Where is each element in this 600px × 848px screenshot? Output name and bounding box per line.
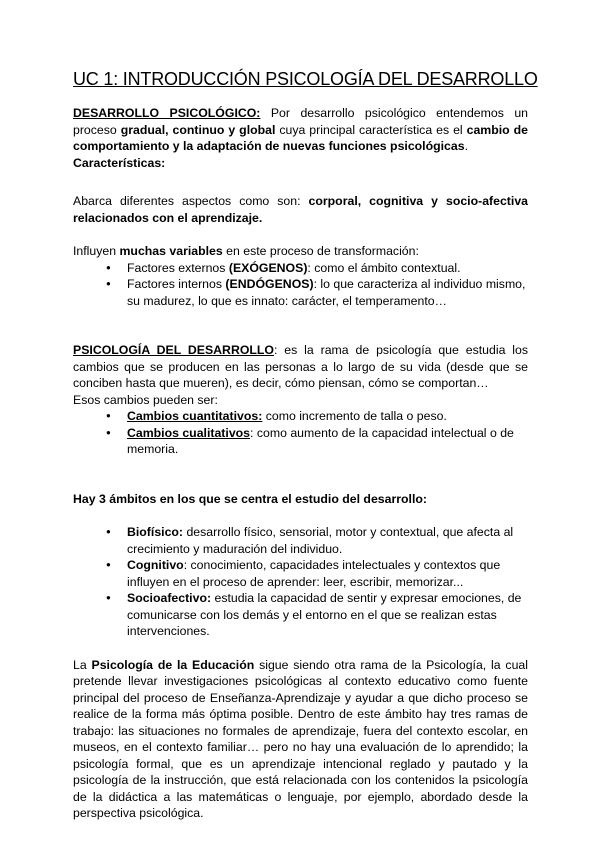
variables-paragraph: Influyen muchas variables en este proceso de transformación: xyxy=(73,244,419,258)
list-item: ● Cambios cualitativos: como aumento de la capacidad intelectual o de memoria. xyxy=(127,425,528,458)
aspectos-paragraph: Abarca diferentes aspectos como son: corporal, cognitiva y socio-afectiva relacionados con el aprendizaje. xyxy=(73,194,528,225)
cambios-list xyxy=(73,408,528,458)
list-item: ● Factores externos (EXÓGENOS): como el ámbito contextual. xyxy=(127,260,528,277)
document-page xyxy=(73,68,538,822)
psicologia-desarrollo-paragraph: PSICOLOGÍA DEL DESARROLLO: es la rama de psicología que estudia los cambios que se producen en las personas a lo largo de su vida (desde que se conciben hasta que mueren), es decir, cómo piensan, cómo se comportan… xyxy=(73,343,529,390)
desarrollo-psicologico-term: DESARROLLO PSICOLÓGICO: xyxy=(73,106,261,120)
psicologia-educacion-paragraph: La Psicología de la Educación sigue siendo otra rama de la Psicología, la cual pretende llevar investigaciones psicológicas al contexto educativo como fuente principal del proceso de Enseñanza-Aprendizaje y ayudar a que dicho proceso se realice de la forma más óptima posible. Dentro de este ámbito hay tres ramas de trabajo: las situaciones no formales de aprendizaje, fuera del contexto escolar, en museos, en el contexto familiar… pero no hay una evaluación de lo aprendido; la psicología formal, que es un aprendizaje intencional reglado y pautado y la psicología de la instrucción, que está relacionada con los contenidos la psicología de la didáctica a las matemáticas o lenguaje, por ejemplo, abordado desde la perspectiva psicológica. xyxy=(73,657,528,820)
list-item: ● Biofísico: desarrollo físico, sensorial, motor y contextual, que afecta al crecimiento y maduración del individuo. xyxy=(127,524,528,557)
cambios-intro: Esos cambios pueden ser: xyxy=(73,392,218,407)
ambitos-heading: Hay 3 ámbitos en los que se centra el estudio del desarrollo: xyxy=(73,491,427,506)
list-item: ● Cambios cuantitativos: como incremento de talla o peso. xyxy=(127,408,528,425)
desarrollo-psicologico-paragraph: DESARROLLO PSICOLÓGICO: Por desarrollo psicológico entendemos un proceso gradual, continuo y global cuya principal característica es el cambio de comportamiento y la adaptación de nuevas funciones psicológicas. xyxy=(73,106,528,153)
psicologia-desarrollo-term: PSICOLOGÍA DEL DESARROLLO xyxy=(73,343,274,357)
ambitos-list xyxy=(73,524,528,640)
list-item: ● Socioafectivo: estudia la capacidad de sentir y expresar emociones, de comunicarse con los demás y el entorno en el que se realizan estas intervenciones. xyxy=(127,590,528,640)
list-item: ● Factores internos (ENDÓGENOS): lo que caracteriza al individuo mismo, su madurez, lo que es innato: carácter, el temperamento… xyxy=(127,276,528,309)
factors-list xyxy=(73,260,528,310)
list-item: ● Cognitivo: conocimiento, capacidades intelectuales y contextos que influyen en el proceso de aprender: leer, escribir, memorizar... xyxy=(127,557,528,590)
caracteristicas-heading: Características: xyxy=(73,155,166,170)
page-title: UC 1: INTRODUCCIÓN PSICOLOGÍA DEL DESARROLLO xyxy=(73,69,538,89)
